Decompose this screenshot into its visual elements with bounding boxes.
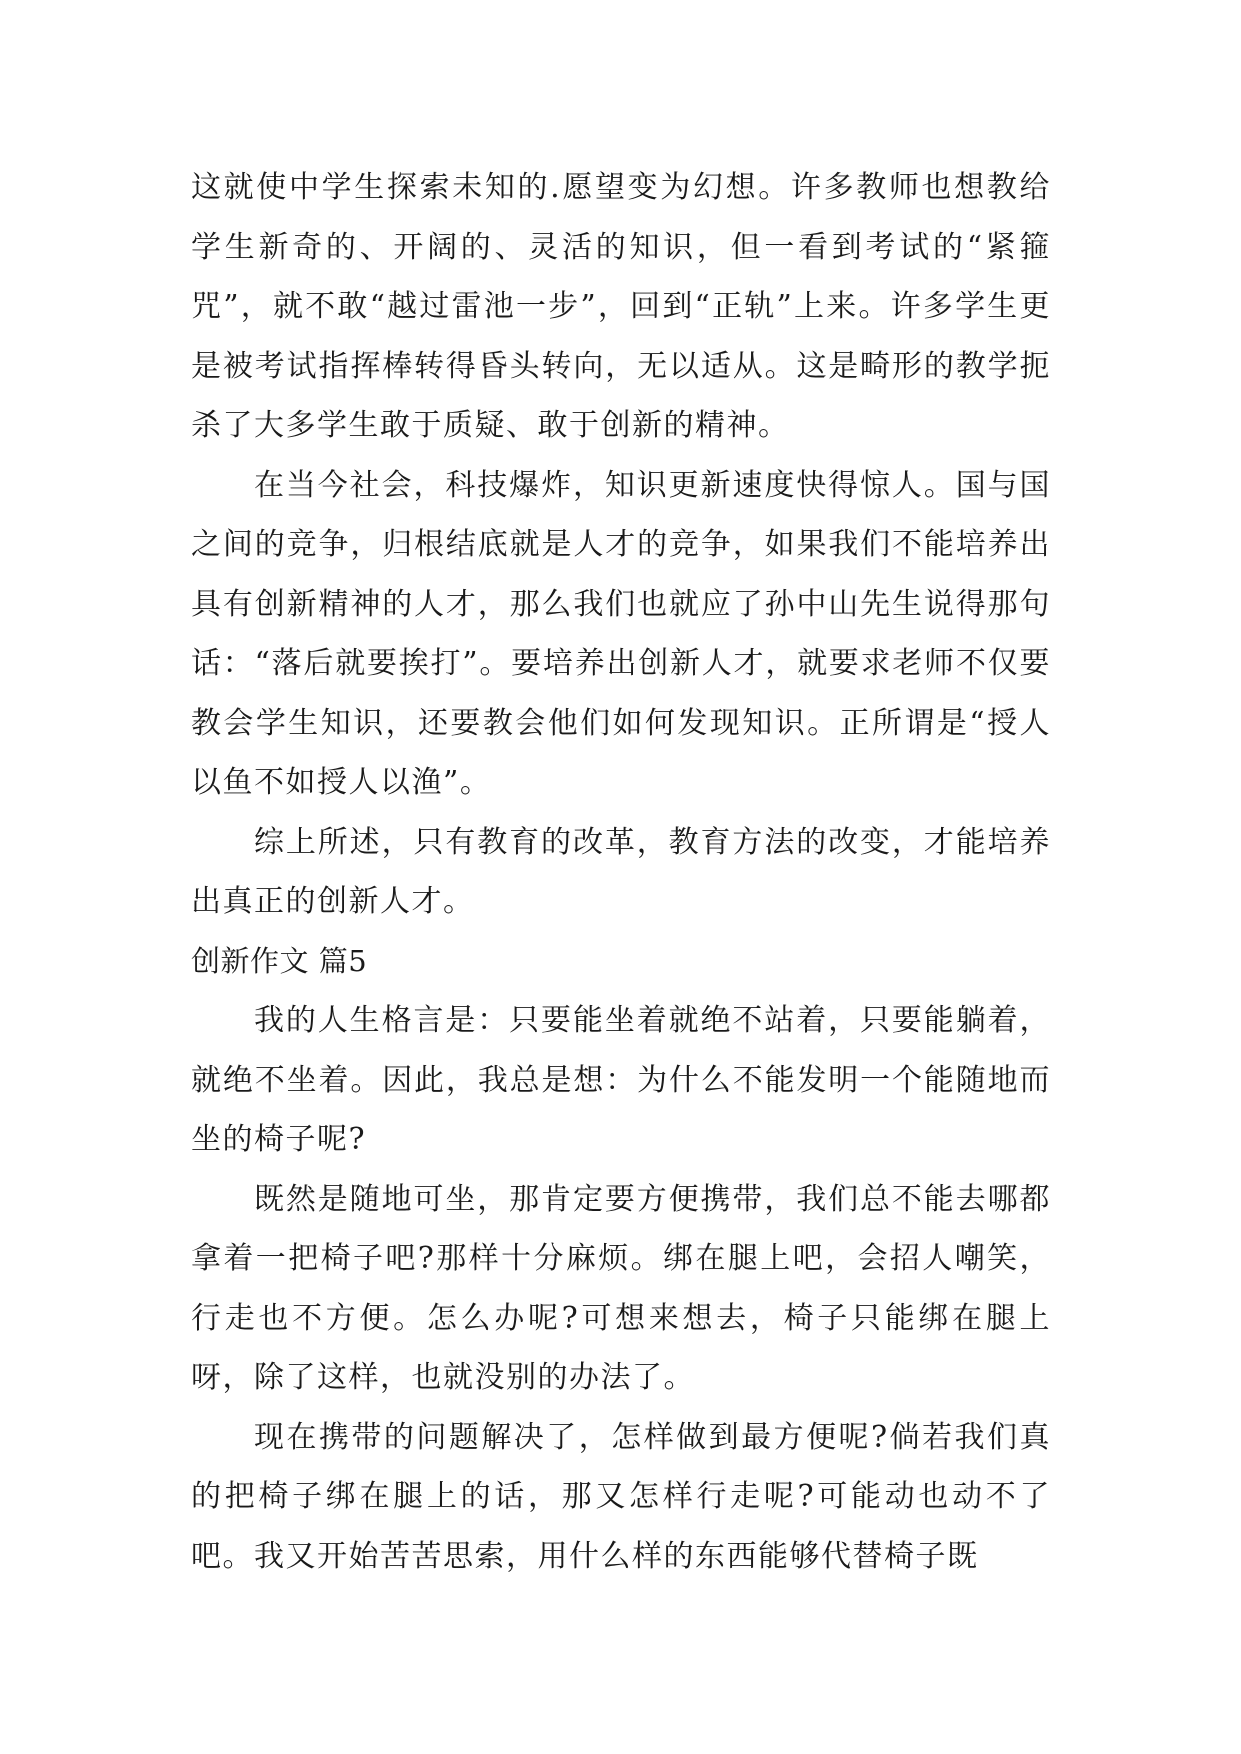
section-title: 创新作文 篇5 [191, 943, 368, 978]
paragraph-6: 现在携带的问题解决了，怎样做到最方便呢?倘若我们真的把椅子绑在腿上的话，那又怎样行走呢?可能动也动不了吧。我又开始苦苦思索，用什么样的东西能够代替椅子既 [191, 1419, 1051, 1574]
document-body [191, 158, 1051, 1586]
paragraph-5: 既然是随地可坐，那肯定要方便携带，我们总不能去哪都拿着一把椅子吧?那样十分麻烦。绑在腿上吧，会招人嘲笑，行走也不方便。怎么办呢?可想来想去，椅子只能绑在腿上呀，除了这样，也就没别的办法了。 [191, 1181, 1051, 1395]
paragraph-3: 综上所述，只有教育的改革，教育方法的改变，才能培养出真正的创新人才。 [191, 824, 1051, 919]
paragraph-2: 在当今社会，科技爆炸，知识更新速度快得惊人。国与国之间的竞争，归根结底就是人才的竞争，如果我们不能培养出具有创新精神的人才，那么我们也就应了孙中山先生说得那句话：“落后就要挨打”。要培养出创新人才，就要求老师不仅要教会学生知识，还要教会他们如何发现知识。正所谓是“授人以鱼不如授人以渔”。 [191, 467, 1051, 800]
paragraph-4: 我的人生格言是：只要能坐着就绝不站着，只要能躺着，就绝不坐着。因此，我总是想：为什么不能发明一个能随地而坐的椅子呢? [191, 1003, 1051, 1157]
paragraph-1: 这就使中学生探索未知的.愿望变为幻想。许多教师也想教给学生新奇的、开阔的、灵活的知识，但一看到考试的“紧箍咒”，就不敢“越过雷池一步”，回到“正轨”上来。许多学生更是被考试指挥棒转得昏头转向，无以适从。这是畸形的教学扼杀了大多学生敢于质疑、敢于创新的精神。 [191, 170, 1051, 443]
